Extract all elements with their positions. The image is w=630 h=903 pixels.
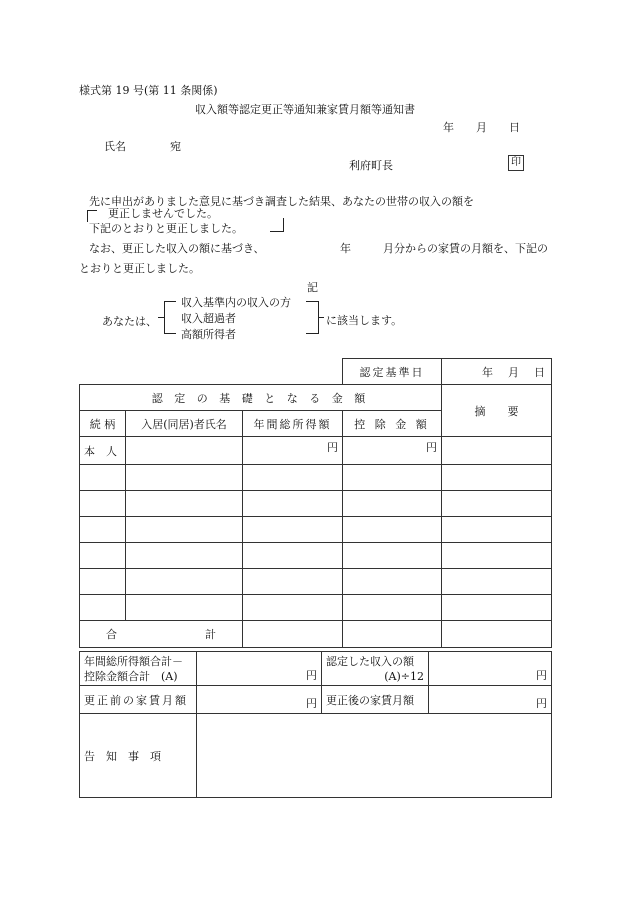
deduction-total-cell[interactable] — [343, 621, 442, 648]
col-relationship: 続 柄 — [80, 411, 126, 437]
brace-right-top — [306, 301, 318, 302]
table-row — [80, 595, 552, 621]
col-annual-income: 年間総所得額 — [243, 411, 343, 437]
paragraph-2a: なお、更正した収入の額に基づき、 — [89, 242, 265, 255]
bracket-right-bottom — [270, 231, 284, 232]
resident-name-cell[interactable] — [126, 595, 243, 621]
certified-income-value[interactable]: 円 — [429, 652, 552, 686]
col-deduction: 控 除 金 額 — [343, 411, 442, 437]
certified-income-line1: 認定した収入の額 — [326, 654, 414, 668]
relationship-self: 本 人 — [80, 437, 126, 465]
income-cell[interactable] — [243, 595, 343, 621]
income-minus-line2: 控除金額合計 (A) — [84, 669, 178, 683]
bracket-left-top — [87, 210, 97, 211]
deduction-cell[interactable] — [343, 543, 442, 569]
deduction-cell[interactable] — [343, 569, 442, 595]
certified-income-label — [322, 652, 429, 686]
total-label: 合 計 — [80, 621, 243, 648]
option-corrected: 下記のとおりと更正しました。 — [89, 222, 243, 235]
anata-label: あなたは、 — [102, 315, 157, 328]
relationship-cell[interactable] — [80, 491, 126, 517]
income-cell[interactable] — [243, 491, 343, 517]
income-table — [79, 358, 552, 648]
certified-income-line2: (A)÷12 — [384, 669, 424, 683]
col-resident-name: 入居(同居)者氏名 — [126, 411, 243, 437]
remarks-total-cell[interactable] — [442, 621, 552, 648]
paragraph-2b: 年 — [340, 242, 351, 255]
addressee: 氏名 宛 — [104, 140, 181, 153]
form-number: 様式第 19 号(第 11 条関係) — [79, 84, 218, 97]
issue-date: 年 月 日 — [443, 121, 520, 134]
income-cell[interactable]: 円 — [243, 437, 343, 465]
income-minus-value[interactable]: 円 — [197, 652, 322, 686]
remarks-cell[interactable] — [442, 517, 552, 543]
summary-table — [79, 651, 552, 798]
income-cell[interactable] — [243, 543, 343, 569]
issuer: 利府町長 — [349, 159, 393, 172]
table-row — [80, 517, 552, 543]
notice-content[interactable] — [197, 714, 552, 798]
rent-before-value[interactable]: 円 — [197, 686, 322, 714]
ki-mark: 記 — [307, 281, 318, 294]
brace-left-top — [164, 301, 176, 302]
option-not-corrected: 更正しませんでした。 — [108, 207, 218, 220]
remarks-cell[interactable] — [442, 569, 552, 595]
resident-name-cell[interactable] — [126, 465, 243, 491]
class-within-limit: 収入基準内の収入の方 — [181, 296, 291, 309]
relationship-cell[interactable] — [80, 569, 126, 595]
resident-name-cell[interactable] — [126, 491, 243, 517]
deduction-cell[interactable] — [343, 491, 442, 517]
brace-left-bottom — [164, 333, 176, 334]
deduction-cell[interactable] — [343, 595, 442, 621]
deduction-cell[interactable]: 円 — [343, 437, 442, 465]
deduction-cell[interactable] — [343, 517, 442, 543]
relationship-cell[interactable] — [80, 595, 126, 621]
remarks-header: 摘 要 — [442, 385, 552, 437]
income-cell[interactable] — [243, 517, 343, 543]
deduction-cell[interactable] — [343, 465, 442, 491]
table-row — [80, 465, 552, 491]
class-excess: 収入超過者 — [181, 312, 236, 325]
seal-mark: 印 — [508, 155, 524, 171]
basis-amount-header: 認 定 の 基 礎 と な る 金 額 — [80, 385, 442, 411]
gaitou-text: に該当します。 — [326, 314, 403, 327]
remarks-cell[interactable] — [442, 491, 552, 517]
rent-before-label: 更正前の家賃月額 — [80, 686, 197, 714]
rent-after-value[interactable]: 円 — [429, 686, 552, 714]
resident-name-cell[interactable] — [126, 517, 243, 543]
brace-left-mid — [158, 317, 165, 318]
bracket-left — [87, 210, 88, 222]
table-row — [80, 543, 552, 569]
resident-name-cell[interactable] — [126, 569, 243, 595]
notice-label: 告 知 事 項 — [80, 714, 197, 798]
class-high-income: 高額所得者 — [181, 328, 236, 341]
income-minus-deduction-label — [80, 652, 197, 686]
paragraph-2c: 月分からの家賃の月額を、下記の — [383, 242, 548, 255]
income-minus-line1: 年間総所得額合計－ — [84, 654, 183, 668]
paragraph-2d: とおりと更正しました。 — [79, 262, 200, 275]
income-total-cell[interactable] — [243, 621, 343, 648]
table-row — [80, 437, 552, 465]
relationship-cell[interactable] — [80, 517, 126, 543]
brace-right-mid — [318, 317, 324, 318]
table-row — [80, 491, 552, 517]
paragraph-1: 先に申出がありました意見に基づき調査した結果、あなたの世帯の収入の額を — [89, 195, 474, 208]
resident-name-cell[interactable] — [126, 437, 243, 465]
resident-name-cell[interactable] — [126, 543, 243, 569]
table-row — [80, 569, 552, 595]
income-cell[interactable] — [243, 465, 343, 491]
remarks-cell[interactable] — [442, 595, 552, 621]
remarks-cell[interactable] — [442, 437, 552, 465]
standard-date-label: 認定基準日 — [343, 359, 442, 385]
bracket-right — [283, 218, 284, 231]
document-title: 収入額等認定更正等通知兼家賃月額等通知書 — [195, 103, 415, 116]
remarks-cell[interactable] — [442, 543, 552, 569]
standard-date-value: 年 月 日 — [442, 359, 552, 385]
income-cell[interactable] — [243, 569, 343, 595]
brace-right-bottom — [306, 333, 318, 334]
relationship-cell[interactable] — [80, 543, 126, 569]
rent-after-label: 更正後の家賃月額 — [322, 686, 429, 714]
total-row — [80, 621, 552, 648]
remarks-cell[interactable] — [442, 465, 552, 491]
relationship-cell[interactable] — [80, 465, 126, 491]
